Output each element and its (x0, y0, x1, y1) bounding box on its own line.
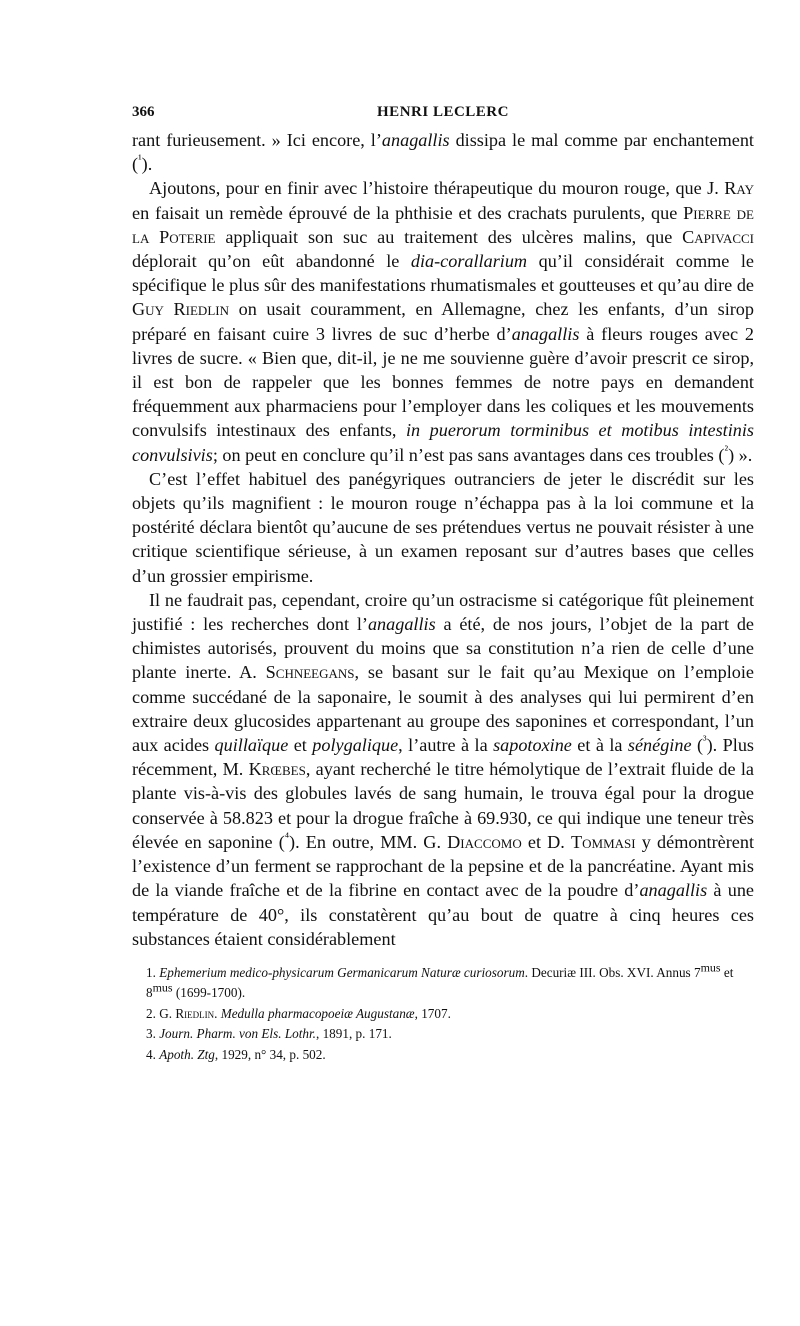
text-run: dissipa le mal comme par enchantement ( (132, 130, 754, 175)
paragraph (132, 467, 754, 588)
italic-text: sénégine (627, 735, 692, 756)
running-title: HENRI LECLERC (377, 104, 509, 120)
text-run: , 1707. (414, 1005, 451, 1021)
page-number: 366 (132, 104, 155, 120)
book-page (132, 100, 754, 1065)
footnote-reference: mus (700, 960, 721, 975)
footnotes (132, 960, 754, 1066)
italic-text: quillaïque (214, 735, 289, 756)
small-caps-name: Tommasi (571, 831, 636, 852)
text-run: C’est l’effet habituel des panégyriques outranciers de jeter le discrédit sur les objets qu’ils magnifient : le mouron rouge n’échappa pas à la loi commune et la postérité déclara bientôt qu’aucune de ses prétendues vertus ne pouvait résister à une critique scientifique sérieuse, à un examen reposant sur d’autres bases que celles d’un grossier empirisme. (132, 468, 754, 586)
text-run: et à la (571, 735, 628, 756)
small-caps-name: Guy Riedlin (132, 299, 229, 320)
text-run: . (214, 1005, 221, 1021)
text-run: déplorait qu’on eût abandonné le (132, 251, 411, 272)
text-run: Ajoutons, pour en finir avec l’histoire thérapeutique du mouron rouge, que J. (149, 178, 725, 199)
italic-text: sapotoxine (493, 735, 572, 756)
text-run: , 1891, p. 171. (315, 1026, 392, 1042)
footnote (146, 960, 754, 1004)
text-run: qu’il considérait comme le spécifique le plus sûr des manifestations rhumatismales et goutteuses et qu’au dire de (132, 251, 754, 296)
footnote-reference: ⁴ (284, 829, 290, 844)
italic-text: dia-corallarium (410, 251, 528, 272)
italic-text: Apoth. Ztg (159, 1046, 215, 1062)
footnote-reference: mus (152, 981, 173, 996)
text-run: en faisait un remède éprouvé de la phthisie et des crachats purulents, que (132, 202, 684, 223)
paragraph (132, 176, 754, 466)
footnote (146, 1024, 754, 1045)
text-run: 1. (146, 964, 160, 980)
text-run: , 1929, n° 34, p. 502. (214, 1046, 326, 1062)
text-run: et D. (521, 831, 572, 852)
text-run: rant furieusement. » Ici encore, l’ (132, 130, 382, 150)
text-run: on usait couramment, en Allemagne, chez les enfants, d’un sirop préparé en faisant cuire 3 livres de suc d’herbe d’ (132, 299, 754, 344)
footnote-reference: ¹ (138, 152, 142, 167)
text-run: appliquait son suc au traitement des ulcères malins, que (215, 226, 683, 247)
italic-text: anagallis (639, 880, 708, 901)
text-run: 3. (146, 1026, 160, 1042)
small-caps-name: Krœbes (248, 759, 306, 780)
footnote-reference: ³ (703, 733, 707, 748)
text-run: ). Plus récemment, M. (132, 735, 754, 780)
paragraph (132, 128, 754, 176)
text-run: ; on peut en conclure qu’il n’est pas sans avantages dans ces troubles ( (212, 444, 725, 465)
footnote (146, 1045, 754, 1066)
italic-text: polygalique (312, 735, 399, 756)
italic-text: in puerorum torminibus et motibus intestinis convulsivis (132, 420, 754, 465)
paragraph (132, 588, 754, 951)
italic-text: Journ. Pharm. von Els. Lothr. (159, 1026, 316, 1042)
text-run: 4. (146, 1046, 160, 1062)
footnote (146, 1004, 754, 1025)
small-caps-name: Riedlin (175, 1005, 215, 1021)
text-run: , ayant recherché le titre hémolytique de l’extrait fluide de la plante vis-à-vis des globules lavés de sang humain, le trouva égal pour la drogue conservée à 58.823 et pour la drogue fraîche à 69.930, ce qui indique une teneur très élevée en saponine ( (132, 759, 755, 852)
text-run: à une température de 40°, ils constatèrent qu’au bout de quatre à cinq heures ces substances étaient considérablement (132, 880, 754, 949)
small-caps-name: Schneegans (265, 662, 355, 683)
text-run: ). (141, 154, 153, 175)
footnote-reference: ² (724, 442, 729, 457)
small-caps-name: Capivacci (682, 226, 755, 247)
text-run: (1699-1700). (172, 985, 246, 1001)
text-run: Il ne faudrait pas, cependant, croire qu’un ostracisme si catégorique fût pleinement justifié : les recherches dont l’ (132, 589, 754, 635)
italic-text: anagallis (381, 130, 450, 150)
italic-text: anagallis (367, 614, 436, 635)
small-caps-name: Ray (724, 178, 754, 199)
text-run: et 8 (146, 964, 734, 1001)
text-run: 2. G. (146, 1005, 176, 1021)
text-run: . Decuriæ III. Obs. XVI. Annus 7 (524, 964, 701, 980)
text-run: a été, de nos jours, l’objet de la part de chimistes autorisés, prouvent du moins que sa constitution n’a rien de celle d’une plante inerte. A. (132, 614, 754, 683)
text-run: et (288, 735, 313, 756)
body-text (132, 128, 754, 951)
italic-text: Medulla pharmacopoeiæ Augustanæ (220, 1005, 415, 1021)
text-run: à fleurs rouges avec 2 livres de sucre. « Bien que, dit-il, je ne me souvienne guère d’avoir prescrit ce sirop, il est bon de rappeler que les bonnes femmes de notre pays en demandent fréquemment aux pharmaciens pour l’employer dans les coliques et les mouvements convulsifs intestinaux des enfants, (132, 323, 754, 441)
text-run: , l’autre à la (398, 735, 494, 756)
small-caps-name: Pierre de la Poterie (132, 202, 754, 247)
italic-text: anagallis (511, 323, 580, 344)
text-run: , se basant sur le fait qu’au Mexique on l’emploie comme succédané de la saponaire, le soumit à des analyses qui lui permirent d’en extraire deux glucosides appartenant au groupe des saponines et correspondant, l’un aux acides (132, 662, 754, 756)
italic-text: Ephemerium medico-physicarum Germanicarum Naturæ curiosorum (159, 964, 525, 980)
text-run: ( (691, 735, 704, 756)
text-run: y démontrèrent l’existence d’un ferment se rapprochant de la pepsine et de la pancréatine. Ayant mis de la viande fraîche et de la fibrine en contact avec de la poudre d’ (132, 831, 755, 901)
small-caps-name: Diaccomo (447, 831, 522, 852)
text-run: ) ». (728, 444, 753, 465)
text-run: ). En outre, MM. G. (289, 831, 448, 852)
page-header (132, 100, 754, 128)
